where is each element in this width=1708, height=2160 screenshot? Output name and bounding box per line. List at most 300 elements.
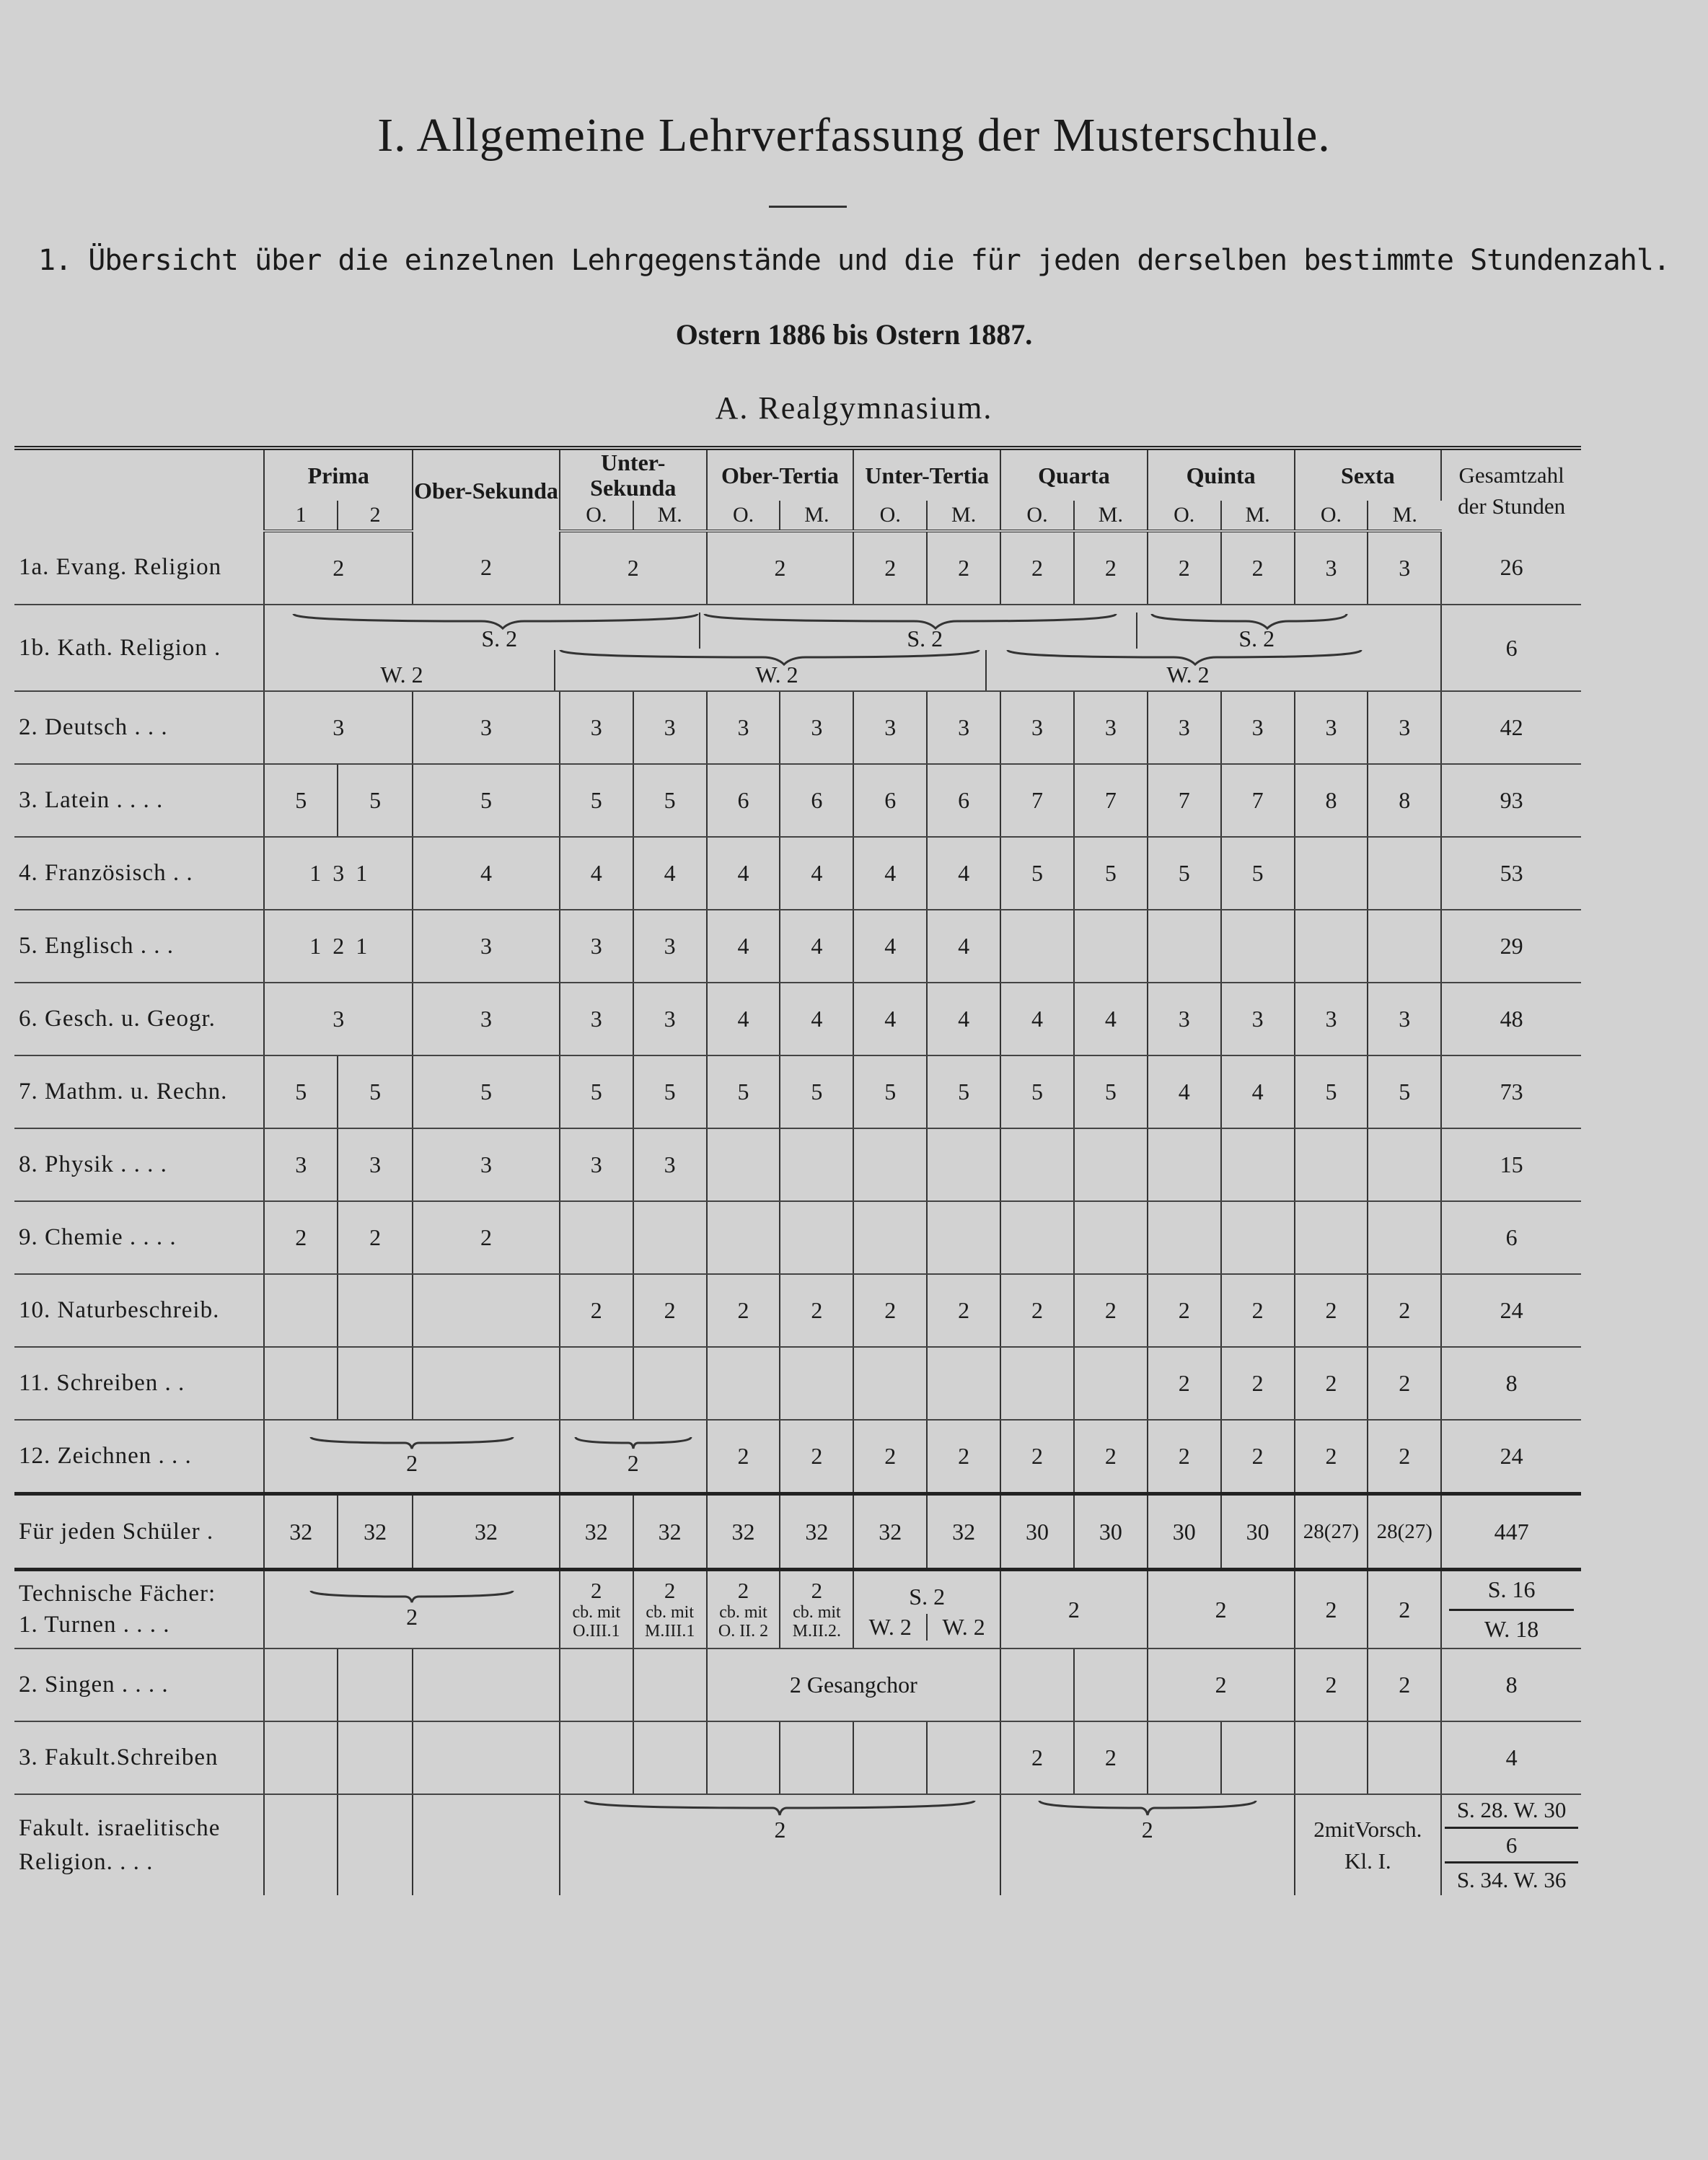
cell: 1 <box>309 860 322 887</box>
cell: 3 <box>633 691 707 764</box>
cell: 2 <box>780 1420 853 1494</box>
cell <box>1295 910 1368 983</box>
cell <box>1221 1721 1295 1794</box>
cell: 2 <box>853 531 927 605</box>
cell: 5 <box>560 764 633 837</box>
cell: 2 <box>927 531 1000 605</box>
cell: 2 <box>1148 1420 1221 1494</box>
cell: 3 <box>633 1128 707 1201</box>
cell <box>927 1201 1000 1274</box>
cell <box>1368 1201 1441 1274</box>
cell: 5 <box>927 1055 1000 1128</box>
cell: 4 <box>1074 983 1148 1055</box>
cell: 3 <box>1148 983 1221 1055</box>
cell: 2 <box>1000 1570 1148 1648</box>
cell <box>560 1721 633 1794</box>
cell-braced <box>560 1420 707 1494</box>
row-label: 3. Latein . . . . <box>14 764 264 837</box>
cell: 4 <box>853 983 927 1055</box>
cell: 2 <box>707 531 854 605</box>
cell <box>1368 910 1441 983</box>
cell: 28(27) <box>1295 1494 1368 1570</box>
cell <box>1368 1721 1441 1794</box>
row-label <box>14 1794 264 1896</box>
cell: 3 <box>1368 983 1441 1055</box>
cell: 32 <box>927 1494 1000 1570</box>
cell: 4 <box>707 837 780 910</box>
cell <box>1148 1721 1221 1794</box>
cell: 5 <box>264 764 338 837</box>
cell: 2 <box>413 531 560 605</box>
table-row <box>14 1201 1581 1274</box>
total-cell: 53 <box>1441 837 1581 910</box>
cell: 2 <box>1000 1274 1074 1347</box>
cell: 2 <box>338 1201 413 1274</box>
cell: 4 <box>853 837 927 910</box>
cell: 4 <box>853 910 927 983</box>
cell: 1 <box>309 933 322 960</box>
cell: 32 <box>780 1494 853 1570</box>
header-o: O. <box>1148 501 1221 531</box>
cell: 2 <box>853 1420 927 1494</box>
table-row <box>14 1055 1581 1128</box>
row-label: 9. Chemie . . . . <box>14 1201 264 1274</box>
cell: 2 <box>1221 1347 1295 1420</box>
cell: 32 <box>633 1494 707 1570</box>
cell <box>264 1648 338 1721</box>
title-divider <box>769 206 847 208</box>
cell: 2 <box>1074 1274 1148 1347</box>
cell: 2 <box>1295 1570 1368 1648</box>
header-quinta: Quinta <box>1148 448 1295 501</box>
cell: 5 <box>560 1055 633 1128</box>
cell: 2 <box>1148 1570 1295 1648</box>
cell: 30 <box>1221 1494 1295 1570</box>
cell: 3 <box>707 691 780 764</box>
cell: 2 <box>1000 1420 1074 1494</box>
cell: 3 <box>1368 691 1441 764</box>
page-subtitle: 1. Übersicht über die einzelnen Lehrgegenstände und die für jeden derselben bestimmte Stundenzahl. <box>38 244 1670 277</box>
cell: 4 <box>780 983 853 1055</box>
cell <box>1221 1128 1295 1201</box>
cell-combined: 2 cb. mit M.II.2. <box>780 1570 853 1648</box>
row-label: 12. Zeichnen . . . <box>14 1420 264 1494</box>
cell <box>633 1721 707 1794</box>
total-cell: 73 <box>1441 1055 1581 1128</box>
row-label: 10. Naturbeschreib. <box>14 1274 264 1347</box>
cell <box>853 1128 927 1201</box>
cell: 3 <box>1148 691 1221 764</box>
cell: 2 <box>1074 1721 1148 1794</box>
cell: 2 <box>1148 531 1221 605</box>
table-row <box>14 691 1581 764</box>
header-o: O. <box>707 501 780 531</box>
cell: 2 <box>1368 1648 1441 1721</box>
header-quarta: Quarta <box>1000 448 1148 501</box>
row-label: 1b. Kath. Religion . <box>14 605 264 691</box>
cell <box>264 1274 338 1347</box>
cell <box>1148 910 1221 983</box>
table-row <box>14 910 1581 983</box>
header-m: M. <box>1368 501 1441 531</box>
total-cell: 6 <box>1441 1201 1581 1274</box>
kath-w-2: W. 2 <box>755 662 798 688</box>
cell: 3 <box>853 691 927 764</box>
cell: 5 <box>1000 837 1074 910</box>
brace-graphic <box>304 1436 520 1450</box>
row-label: Für jeden Schüler . <box>14 1494 264 1570</box>
cell: 2 <box>1295 1420 1368 1494</box>
total-cell: 4 <box>1441 1721 1581 1794</box>
cell-chor: 2 Gesangchor <box>707 1648 1000 1721</box>
cell-prima-split <box>264 837 413 910</box>
cell: 2 <box>707 1420 780 1494</box>
cell: 3 <box>1295 691 1368 764</box>
total-cell: 8 <box>1441 1648 1581 1721</box>
cell <box>707 1128 780 1201</box>
cell: 1 <box>356 933 368 960</box>
total-cell: 24 <box>1441 1274 1581 1347</box>
cell: 2 <box>1141 1816 1153 1843</box>
total-cell: 24 <box>1441 1420 1581 1494</box>
cell: 32 <box>413 1494 560 1570</box>
cell <box>1000 1347 1074 1420</box>
table-row <box>14 1274 1581 1347</box>
subject-header <box>14 448 264 531</box>
cell: 2 <box>1368 1347 1441 1420</box>
header-prima-1: 1 <box>264 501 338 531</box>
cell <box>338 1648 413 1721</box>
cell <box>413 1347 560 1420</box>
cell: 4 <box>780 910 853 983</box>
cell: 2 <box>1148 1347 1221 1420</box>
cell <box>1074 1648 1148 1721</box>
cell: 32 <box>853 1494 927 1570</box>
cell-combined: 2 cb. mit M.III.1 <box>633 1570 707 1648</box>
cell-ut-split: S. 2 W. 2 W. 2 <box>853 1570 1000 1648</box>
row-label-line1: Fakult. israelitische <box>19 1815 221 1842</box>
cell: 7 <box>1000 764 1074 837</box>
row-label: 8. Physik . . . . <box>14 1128 264 1201</box>
cell <box>853 1347 927 1420</box>
cell <box>264 1794 338 1896</box>
cell <box>1295 1128 1368 1201</box>
header-o: O. <box>560 501 633 531</box>
header-m: M. <box>780 501 853 531</box>
cell: 5 <box>264 1055 338 1128</box>
cell <box>707 1721 780 1794</box>
date-range: Ostern 1886 bis Ostern 1887. <box>675 318 1033 351</box>
cell: 2 <box>1368 1420 1441 1494</box>
cell: 3 <box>413 1128 560 1201</box>
cell: 4 <box>707 910 780 983</box>
cell: 3 <box>633 910 707 983</box>
cell: 6 <box>853 764 927 837</box>
header-o: O. <box>1000 501 1074 531</box>
cell: 2 <box>633 1274 707 1347</box>
cell: 5 <box>1295 1055 1368 1128</box>
header-unter-sekunda: Unter-Sekunda <box>560 448 707 501</box>
row-label: 11. Schreiben . . <box>14 1347 264 1420</box>
cell: 2 <box>1368 1274 1441 1347</box>
table-row <box>14 837 1581 910</box>
header-prima-2: 2 <box>338 501 413 531</box>
cell: 2 <box>853 1274 927 1347</box>
cell: 2 <box>774 1816 786 1843</box>
cell: 3 <box>264 983 413 1055</box>
cell: 1 <box>356 860 368 887</box>
lesson-table <box>14 446 1581 1895</box>
header-m: M. <box>927 501 1000 531</box>
cell <box>560 1201 633 1274</box>
cell <box>1074 910 1148 983</box>
cell: 6 <box>927 764 1000 837</box>
cell: 28(27) <box>1368 1494 1441 1570</box>
cell <box>1295 1201 1368 1274</box>
cell: 3 <box>1074 691 1148 764</box>
header-prima: Prima <box>264 448 413 501</box>
cell: 32 <box>560 1494 633 1570</box>
cell: 5 <box>633 764 707 837</box>
cell: 2 <box>1000 1721 1074 1794</box>
cell: 3 <box>264 691 413 764</box>
cell: 4 <box>707 983 780 1055</box>
cell <box>413 1794 560 1896</box>
cell: 2 <box>927 1274 1000 1347</box>
kath-span-cell <box>264 605 1441 691</box>
cell: 30 <box>1148 1494 1221 1570</box>
header-o: O. <box>1295 501 1368 531</box>
cell: 2 <box>264 531 413 605</box>
cell <box>1368 837 1441 910</box>
cell <box>413 1721 560 1794</box>
section-heading: A. Realgymnasium. <box>715 390 993 426</box>
cell <box>1000 1128 1074 1201</box>
cell <box>560 1347 633 1420</box>
table-row <box>14 1128 1581 1201</box>
cell: 4 <box>927 837 1000 910</box>
row-label: 2. Deutsch . . . <box>14 691 264 764</box>
cell <box>633 1648 707 1721</box>
table-row <box>14 764 1581 837</box>
cell <box>853 1201 927 1274</box>
cell-prima-split <box>264 910 413 983</box>
cell: 30 <box>1074 1494 1148 1570</box>
cell: 4 <box>1221 1055 1295 1128</box>
row-label: 2. Singen . . . . <box>14 1648 264 1721</box>
header-row-groups <box>14 448 1581 501</box>
cell <box>338 1347 413 1420</box>
cell: 2 <box>1295 1347 1368 1420</box>
cell: 3 <box>560 910 633 983</box>
cell: 5 <box>1368 1055 1441 1128</box>
cell-braced <box>264 1420 560 1494</box>
cell <box>1074 1347 1148 1420</box>
cell: 2 <box>780 1274 853 1347</box>
cell: 5 <box>1148 837 1221 910</box>
cell <box>927 1721 1000 1794</box>
cell: 8 <box>1295 764 1368 837</box>
table-row-sum <box>14 1494 1581 1570</box>
brace-graphic <box>572 1436 695 1450</box>
total-cell: S. 16 W. 18 <box>1441 1570 1581 1648</box>
row-label-line2: Religion. . . . <box>19 1848 154 1875</box>
cell: 32 <box>707 1494 780 1570</box>
cell: 4 <box>413 837 560 910</box>
cell: 2 <box>560 531 707 605</box>
cell <box>338 1721 413 1794</box>
cell-sexta: 2mitVorsch. Kl. I. <box>1295 1794 1442 1896</box>
cell: 2 <box>1368 1570 1441 1648</box>
cell: 3 <box>1295 531 1368 605</box>
cell <box>927 1128 1000 1201</box>
cell <box>1221 910 1295 983</box>
header-o: O. <box>853 501 927 531</box>
cell: 2 <box>1221 1274 1295 1347</box>
cell <box>1148 1128 1221 1201</box>
cell <box>780 1721 853 1794</box>
cell <box>707 1201 780 1274</box>
cell-braced <box>560 1794 1000 1896</box>
cell <box>560 1648 633 1721</box>
brace-graphic <box>304 1589 520 1604</box>
cell <box>413 1648 560 1721</box>
table-row <box>14 1648 1581 1721</box>
cell-braced <box>264 1570 560 1648</box>
cell: 2 <box>333 933 345 960</box>
total-cell: 8 <box>1441 1347 1581 1420</box>
cell: 2 <box>1000 531 1074 605</box>
cell <box>633 1347 707 1420</box>
cell: 8 <box>1368 764 1441 837</box>
row-label: 1a. Evang. Religion <box>14 531 264 605</box>
cell: 5 <box>338 764 413 837</box>
kath-s-3: S. 2 <box>1238 625 1275 652</box>
cell <box>780 1201 853 1274</box>
cell: 7 <box>1074 764 1148 837</box>
cell: 5 <box>413 764 560 837</box>
cell <box>338 1794 413 1896</box>
cell: 2 <box>264 1201 338 1274</box>
cell <box>1221 1201 1295 1274</box>
cell-combined: 2 cb. mit O. II. 2 <box>707 1570 780 1648</box>
cell: 3 <box>264 1128 338 1201</box>
cell: 5 <box>1221 837 1295 910</box>
cell: 4 <box>927 983 1000 1055</box>
cell: 3 <box>780 691 853 764</box>
total-cell: 42 <box>1441 691 1581 764</box>
cell: 3 <box>333 860 345 887</box>
cell <box>1295 1721 1368 1794</box>
header-unter-tertia: Unter-Tertia <box>853 448 1000 501</box>
cell-combined: 2 cb. mit O.III.1 <box>560 1570 633 1648</box>
table-row <box>14 605 1581 691</box>
cell: 32 <box>338 1494 413 1570</box>
total-cell: S. 28. W. 30 6 S. 34. W. 36 <box>1441 1794 1581 1896</box>
row-label: 7. Mathm. u. Rechn. <box>14 1055 264 1128</box>
cell: 5 <box>338 1055 413 1128</box>
header-m: M. <box>1074 501 1148 531</box>
cell: 2 <box>413 1201 560 1274</box>
cell <box>1074 1128 1148 1201</box>
header-sexta: Sexta <box>1295 448 1442 501</box>
cell <box>853 1721 927 1794</box>
cell: 3 <box>560 983 633 1055</box>
total-cell: 15 <box>1441 1128 1581 1201</box>
cell: 4 <box>633 837 707 910</box>
table-row <box>14 1570 1581 1648</box>
kath-s-1: S. 2 <box>481 625 518 652</box>
cell: 3 <box>1221 691 1295 764</box>
header-ober-tertia: Ober-Tertia <box>707 448 854 501</box>
cell <box>780 1128 853 1201</box>
cell: 5 <box>1074 837 1148 910</box>
table-row <box>14 1721 1581 1794</box>
cell: 2 <box>1295 1274 1368 1347</box>
cell: 3 <box>1295 983 1368 1055</box>
table-row <box>14 1794 1581 1896</box>
cell: 4 <box>560 837 633 910</box>
cell: 5 <box>707 1055 780 1128</box>
row-label: 6. Gesch. u. Geogr. <box>14 983 264 1055</box>
cell: 2 <box>1295 1648 1368 1721</box>
cell <box>633 1201 707 1274</box>
cell: 2 <box>627 1450 639 1477</box>
cell: 4 <box>1000 983 1074 1055</box>
row-label: 3. Fakult.Schreiben <box>14 1721 264 1794</box>
cell: 2 <box>1074 531 1148 605</box>
total-cell: 29 <box>1441 910 1581 983</box>
cell: 2 <box>927 1420 1000 1494</box>
table-row <box>14 983 1581 1055</box>
cell: 3 <box>413 691 560 764</box>
cell <box>927 1347 1000 1420</box>
cell: 3 <box>338 1128 413 1201</box>
cell: 5 <box>1000 1055 1074 1128</box>
cell: 3 <box>560 1128 633 1201</box>
kath-braces <box>265 605 1440 690</box>
cell: 3 <box>413 910 560 983</box>
total-cell: 26 <box>1441 531 1581 605</box>
total-cell: 93 <box>1441 764 1581 837</box>
page-title: I. Allgemeine Lehrverfassung der Musterschule. <box>377 109 1331 162</box>
cell: 2 <box>1221 531 1295 605</box>
cell: 4 <box>780 837 853 910</box>
kath-s-2: S. 2 <box>907 625 943 652</box>
total-cell: 447 <box>1441 1494 1581 1570</box>
table-row <box>14 1347 1581 1420</box>
cell: 3 <box>1368 531 1441 605</box>
cell: 6 <box>780 764 853 837</box>
cell: 5 <box>1074 1055 1148 1128</box>
cell <box>413 1274 560 1347</box>
cell <box>1000 910 1074 983</box>
cell: 2 <box>707 1274 780 1347</box>
cell: 5 <box>633 1055 707 1128</box>
cell <box>1295 837 1368 910</box>
row-label <box>14 1570 264 1648</box>
cell: 4 <box>927 910 1000 983</box>
cell <box>264 1721 338 1794</box>
cell: 30 <box>1000 1494 1074 1570</box>
total-cell: 6 <box>1441 605 1581 691</box>
cell: 32 <box>264 1494 338 1570</box>
kath-w-3: W. 2 <box>1166 662 1210 688</box>
row-label: 5. Englisch . . . <box>14 910 264 983</box>
cell: 6 <box>707 764 780 837</box>
cell <box>1148 1201 1221 1274</box>
row-label: 4. Französisch . . <box>14 837 264 910</box>
